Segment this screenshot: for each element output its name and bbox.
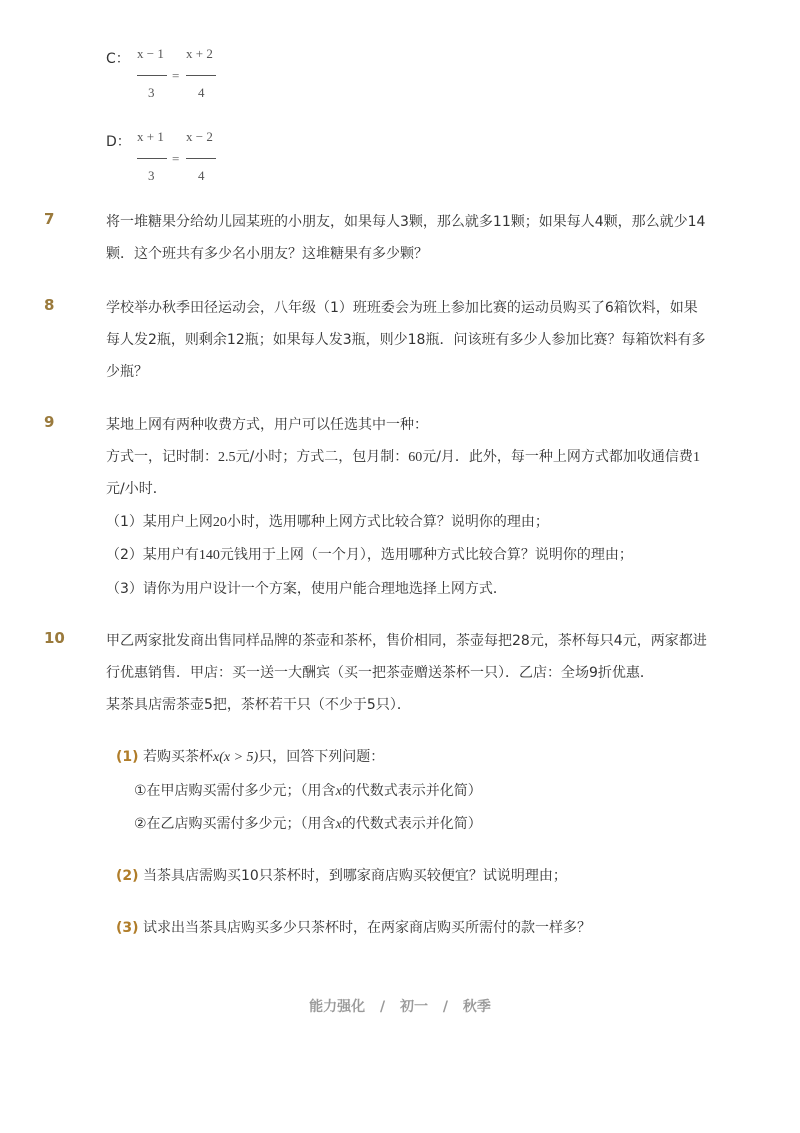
option-d-left-denominator: 3 [148, 168, 155, 183]
question-10-sub-1-i [134, 780, 482, 800]
q9-fee-value: 1 [692, 450, 700, 465]
question-9-part-3: （3）请你为用户设计一个方案，使用户能合理地选择上网方式． [106, 581, 507, 597]
question-10-line-3: 某茶具店需茶壶5把，茶杯若干只（不少于5只）． [106, 697, 411, 713]
question-7-line-1: 将一堆糖果分给幼儿园某班的小朋友，如果每人3颗，那么就多11颗；如果每人4颗，那么就少14 [106, 214, 706, 230]
option-d-equals: = [172, 151, 180, 166]
q9-part-1-hours: 20 [212, 515, 227, 530]
q10-sub-1-ii-b: 的代数式表示并化简） [341, 816, 482, 832]
question-10-sub-1-ii [134, 813, 482, 833]
option-c-label: C： [106, 51, 130, 67]
q10-sub-1-a: 若购买茶杯 [143, 749, 213, 765]
option-c-right-fraction-bar [186, 75, 216, 76]
q10-sub-3-number: (3) [116, 920, 139, 936]
q10-sub-1-i-x: x [335, 784, 342, 799]
q9-part-1-c: 小时，选用哪种上网方式比较合算？说明你的理由； [226, 514, 549, 530]
q9-extra-fee: 元/月．此外，每一种上网方式都加收通信费 [422, 449, 693, 465]
question-10-line-1: 甲乙两家批发商出售同样品牌的茶壶和茶杯，售价相同，茶壶每把28元，茶杯每只4元，两家都进 [106, 633, 707, 649]
option-c [106, 44, 236, 104]
question-8-line-3: 少瓶？ [106, 364, 148, 380]
q10-sub-1-number: (1) [116, 749, 139, 765]
question-7-number: 7 [44, 210, 55, 228]
question-8-line-2: 每人发2瓶，则剩余12瓶；如果每人发3瓶，则少18瓶．问该班有多少人参加比赛？每箱饮料有多 [106, 332, 706, 348]
q10-sub-1-b: 只，回答下列问题： [258, 749, 385, 765]
q10-sub-1-i-a: ①在甲店购买需付多少元；（用含 [134, 783, 336, 799]
option-d-right-numerator: x − 2 [186, 129, 213, 144]
q9-method-one: 方式一，记时制： [106, 449, 218, 465]
footer-part-2: 初一 [400, 999, 428, 1015]
q10-sub-2-number: (2) [116, 868, 139, 884]
footer-part-3: 秋季 [462, 999, 491, 1015]
q10-sub-1-ii-x: x [335, 817, 342, 832]
question-9-part-2 [106, 544, 633, 564]
q9-method-two: 元/小时；方式二，包月制： [235, 449, 409, 465]
question-10-sub-1 [116, 746, 384, 766]
q10-sub-2-text: 当茶具店需购买10只茶杯时，到哪家商店购买较便宜？试说明理由； [143, 868, 567, 884]
footer-separator-1: / [380, 999, 386, 1015]
option-d-left-numerator: x + 1 [137, 129, 164, 144]
question-8-number: 8 [44, 296, 55, 314]
q9-part-2-money: 140 [198, 548, 220, 563]
option-d-right-denominator: 4 [198, 168, 205, 183]
q9-rate-value: 2.5 [218, 450, 236, 465]
question-10-line-2: 行优惠销售．甲店：买一送一大酬宾（买一把茶壶赠送茶杯一只）．乙店：全场9折优惠． [106, 665, 654, 681]
page-footer [0, 996, 800, 1016]
option-d-right-fraction-bar [186, 158, 216, 159]
option-d-label: D： [106, 134, 131, 150]
q9-monthly-value: 60 [408, 450, 423, 465]
footer-part-1: 能力强化 [309, 999, 366, 1015]
option-d [106, 127, 236, 187]
question-9-line-2 [106, 446, 700, 466]
q10-sub-3-text: 试求出当茶具店购买多少只茶杯时，在两家商店购买所需付的款一样多？ [143, 920, 591, 936]
question-9-intro: 某地上网有两种收费方式，用户可以任选其中一种： [106, 417, 428, 433]
footer-separator-2: / [442, 999, 448, 1015]
option-c-left-fraction-bar [137, 75, 167, 76]
question-9-line-3: 元/小时． [106, 481, 167, 497]
q10-sub-1-math: x(x > 5) [213, 750, 259, 765]
q9-part-2-a: （2）某用户有 [106, 547, 199, 563]
option-d-left-fraction-bar [137, 158, 167, 159]
question-8-line-1: 学校举办秋季田径运动会，八年级（1）班班委会为班上参加比赛的运动员购买了6箱饮料，如果 [106, 300, 698, 316]
q9-part-2-c: 元钱用于上网（一个月），选用哪种方式比较合算？说明你的理由； [219, 547, 633, 563]
q10-sub-1-i-b: 的代数式表示并化简） [341, 783, 482, 799]
option-c-right-numerator: x + 2 [186, 46, 213, 61]
question-10-number: 10 [44, 629, 65, 647]
question-9-part-1 [106, 511, 549, 531]
question-10-sub-3 [116, 917, 591, 937]
option-c-right-denominator: 4 [198, 85, 205, 100]
option-c-equals: = [172, 68, 180, 83]
q10-sub-1-ii-a: ②在乙店购买需付多少元；（用含 [134, 816, 336, 832]
question-9-number: 9 [44, 413, 55, 431]
option-c-left-numerator: x − 1 [137, 46, 164, 61]
question-7-line-2: 颗．这个班共有多少名小朋友？这堆糖果有多少颗？ [106, 246, 428, 262]
q9-part-1-a: （1）某用户上网 [106, 514, 213, 530]
option-c-left-denominator: 3 [148, 85, 155, 100]
question-10-sub-2 [116, 865, 567, 885]
